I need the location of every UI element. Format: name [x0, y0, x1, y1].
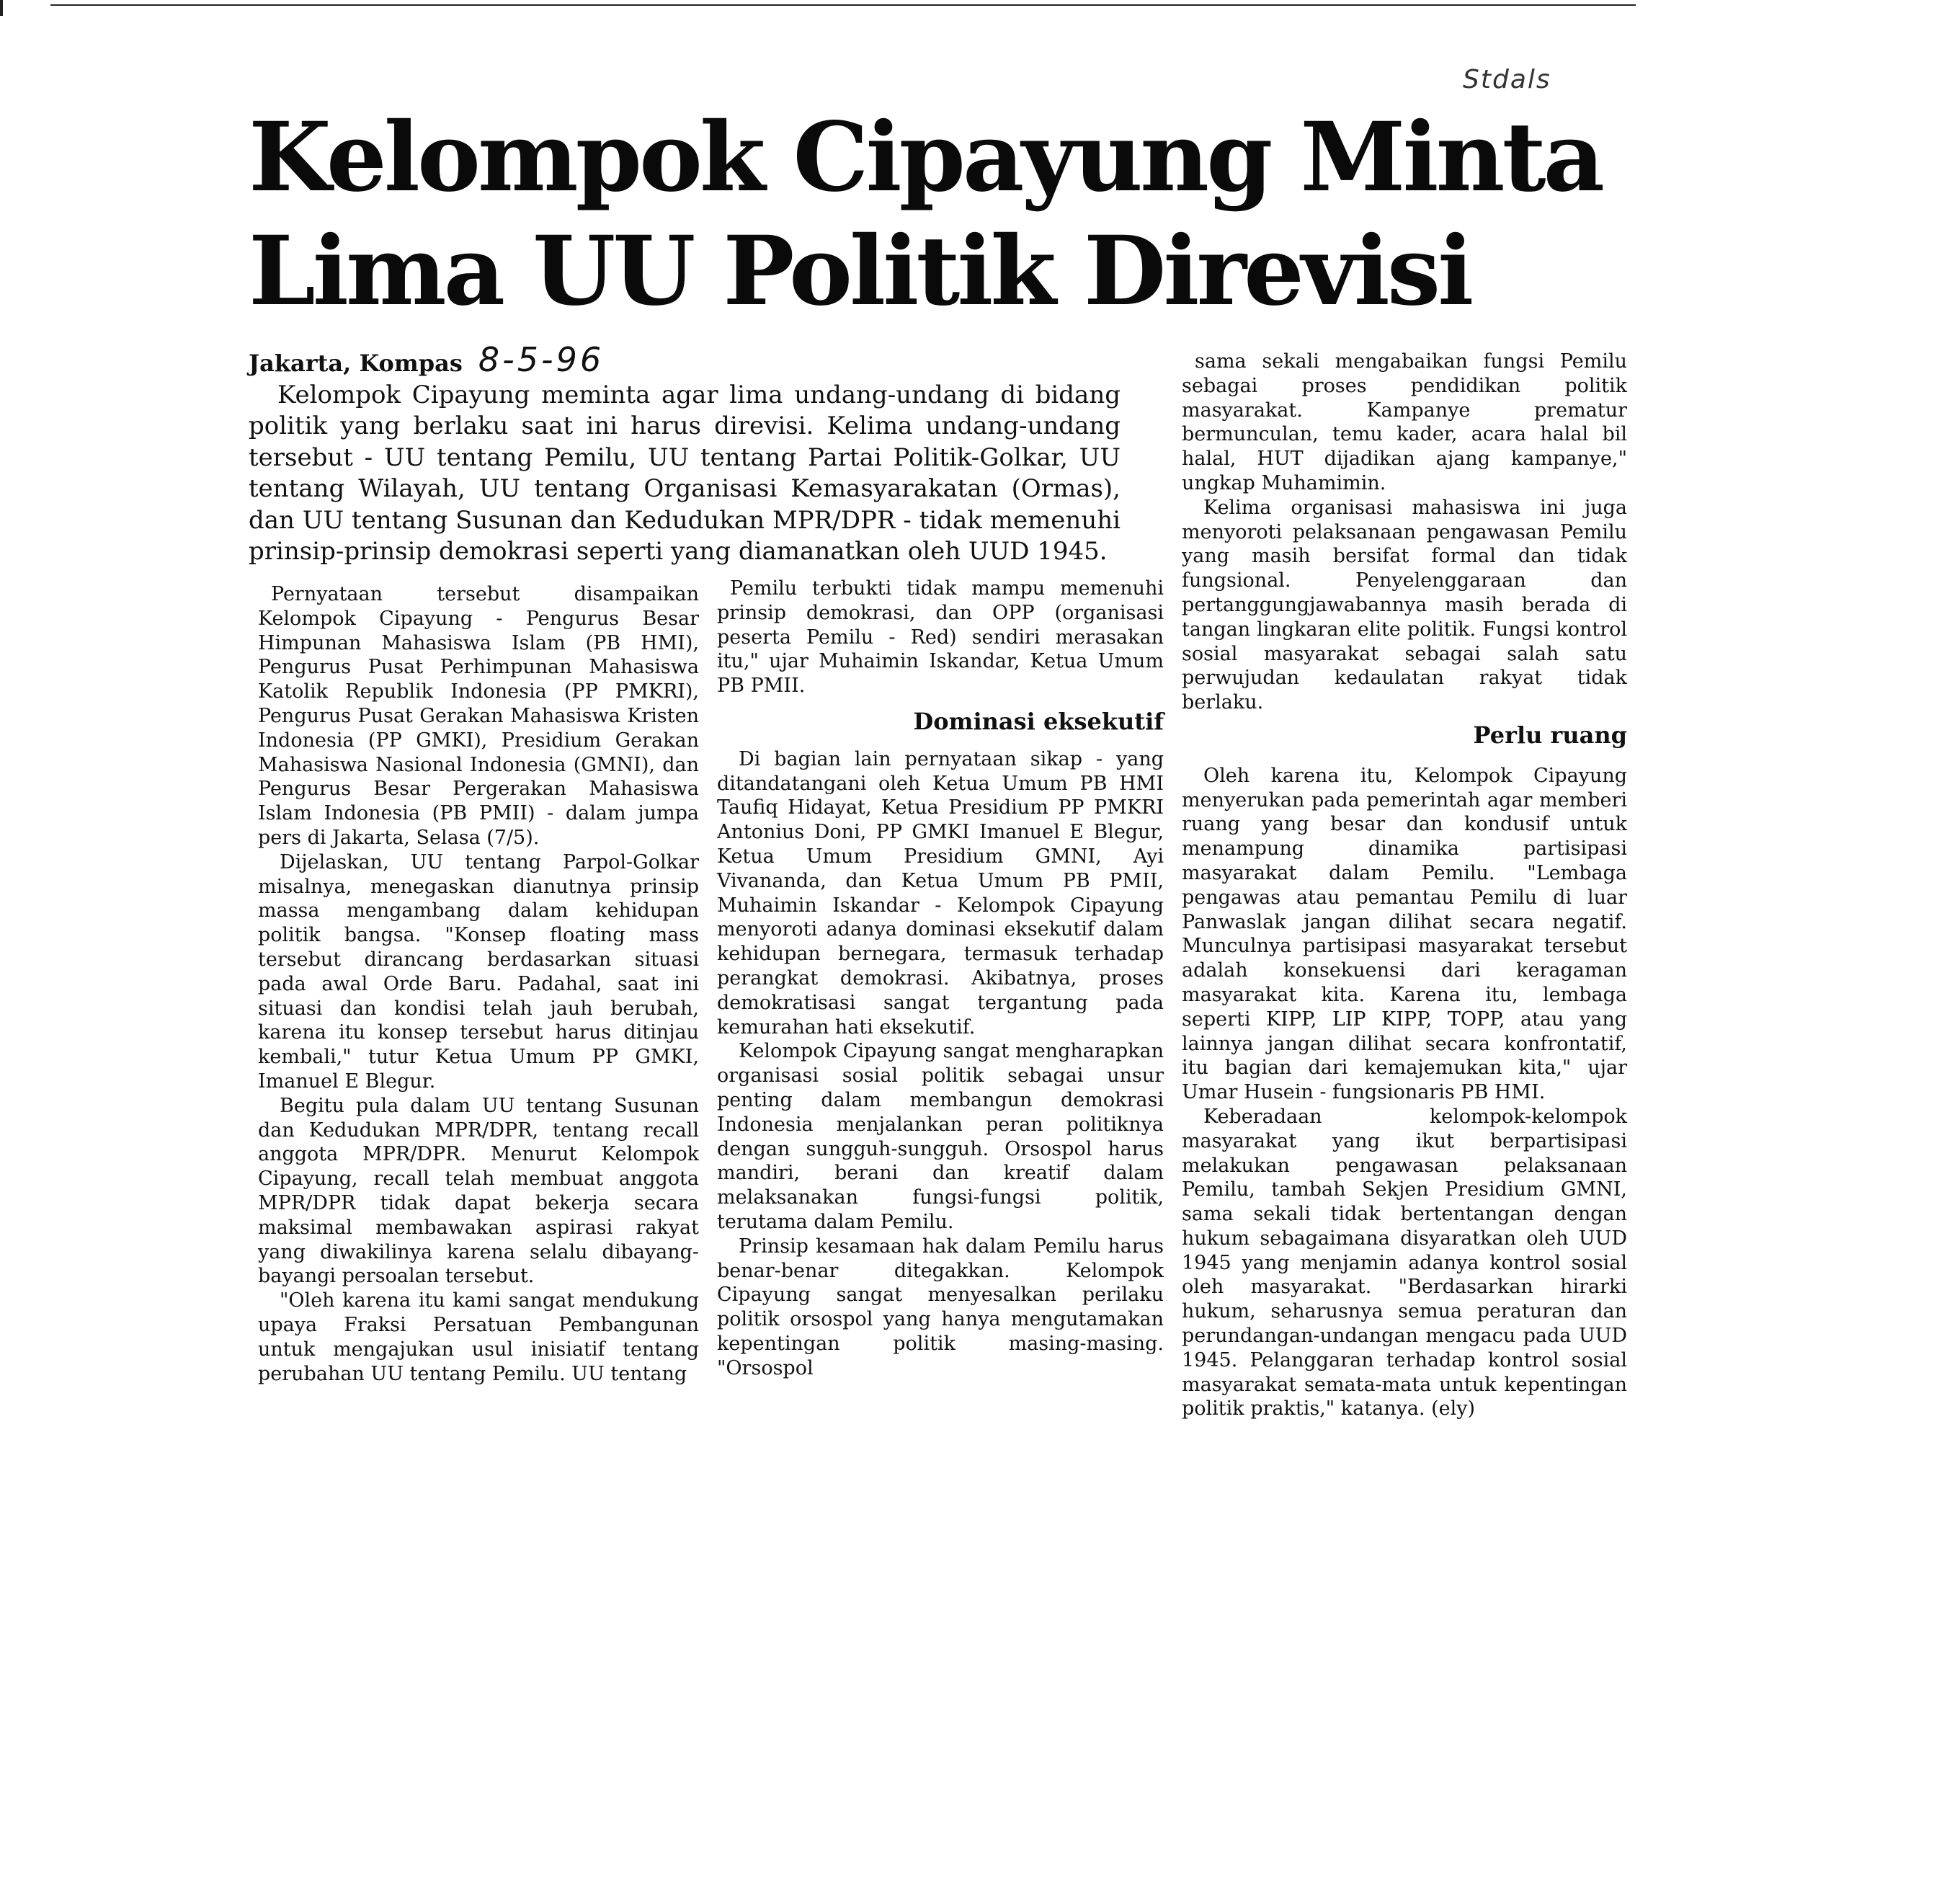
dateline: Jakarta, Kompas — [249, 350, 463, 377]
body-paragraph: Oleh karena itu, Kelompok Cipayung menyerukan pada pemerintah agar memberi ruang yang besar dan kondusif untuk menampung dinamika partisipasi masyarakat dalam Pemilu. "Lembaga pengawas atau pemantau Pemilu di luar Panwaslak jangan dilihat secara negatif. Munculnya partisipasi masyarakat tersebut adalah konsekuensi dari keragaman masyarakat kita. Karena itu, lembaga seperti KIPP, LIP KIPP, TOPP, atau yang lainnya jangan dilihat secara konfrontatif, itu bagian dari kemajemukan kita," ujar Umar Husein - fungsionaris PB HMI. — [1182, 764, 1627, 1104]
body-paragraph: Di bagian lain pernyataan sikap - yang ditandatangani oleh Ketua Umum PB HMI Taufiq Hidayat, Ketua Presidium PP PMKRI Antonius Doni, PP GMKI Imanuel E Blegur, Ketua Umum Presidium GMNI, Ayi Vivananda, dan Ketua Umum PB PMII, Muhaimin Iskandar - Kelompok Cipayung menyoroti adanya dominasi eksekutif dalam kehidupan bernegara, termasuk terhadap perangkat demokrasi. Akibatnya, proses demokratisasi sangat tergantung pada kemurahan hati eksekutif. — [717, 747, 1164, 1039]
headline: Kelompok Cipayung Minta Lima UU Politik Direvisi — [249, 102, 1603, 327]
body-paragraph: Kelompok Cipayung sangat mengharapkan organisasi sosial politik sebagai unsur penting dalam membangun demokrasi Indonesia menjalankan peran politiknya dengan sungguh-sungguh. Orsospol harus mandiri, berani dan kreatif dalam melaksanakan fungsi-fungsi politik, terutama dalam Pemilu. — [717, 1040, 1164, 1233]
body-paragraph: Dijelaskan, UU tentang Parpol-Golkar misalnya, menegaskan dianutnya prinsip massa mengambang dalam kehidupan politik bangsa. "Konsep floating mass tersebut dirancang berdasarkan situasi pada awal Orde Baru. Padahal, saat ini situasi dan kondisi telah jauh berubah, karena itu konsep tersebut harus ditinjau kembali," tutur Ketua Umum PP GMKI, Imanuel E Blegur. — [258, 850, 699, 1093]
top-rule — [50, 4, 1636, 6]
body-paragraph: Pemilu terbukti tidak mampu memenuhi prinsip demokrasi, dan OPP (organisasi peserta Pemilu - Red) sendiri merasakan itu," ujar Muhaimin Iskandar, Ketua Umum PB PMII. — [717, 577, 1164, 698]
body-paragraph: Pernyataan tersebut disampaikan Kelompok Cipayung - Pengurus Besar Himpunan Mahasiswa Islam (PB HMI), Pengurus Pusat Perhimpunan Mahasiswa Katolik Republik Indonesia (PP PMKRI), Pengurus Pusat Gerakan Mahasiswa Kristen Indonesia (PP GMKI), Presidium Gerakan Mahasiswa Nasional Indonesia (GMNI), dan Pengurus Besar Pergerakan Mahasiswa Islam Indonesia (PB PMII) - dalam jumpa pers di Jakarta, Selasa (7/5). — [258, 583, 699, 849]
column-3 — [1182, 350, 1627, 1421]
body-paragraph: Begitu pula dalam UU tentang Susunan dan Kedudukan MPR/DPR, tentang recall anggota MPR/DPR. Menurut Kelompok Cipayung, recall telah membuat anggota MPR/DPR tidak dapat bekerja secara maksimal membawakan aspirasi rakyat yang diwakilinya karena selalu dibayang-bayangi persoalan tersebut. — [258, 1094, 699, 1288]
lead-paragraph: Kelompok Cipayung meminta agar lima undang-undang di bidang politik yang berlaku saat ini harus direvisi. Kelima undang-undang tersebut - UU tentang Pemilu, UU tentang Partai Politik-Golkar, UU tentang Wilayah, UU tentang Organisasi Kemasyarakatan (Ormas), dan UU tentang Susunan dan Kedudukan MPR/DPR - tidak memenuhi prinsip-prinsip demokrasi seperti yang diamanatkan oleh UUD 1945. — [249, 380, 1121, 566]
subhead: Perlu ruang — [1473, 721, 1627, 749]
body-paragraph: "Oleh karena itu kami sangat mendukung upaya Fraksi Persatuan Pembangunan untuk mengajukan usul inisiatif tentang perubahan UU tentang Pemilu. UU tentang — [258, 1289, 699, 1385]
handwritten-margin-note: Stdals — [1463, 65, 1551, 94]
body-paragraph: Keberadaan kelompok-kelompok masyarakat yang ikut berpartisipasi melakukan pengawasan pelaksanaan Pemilu, tambah Sekjen Presidium GMNI, sama sekali tidak bertentangan dengan hukum sebagaimana disyaratkan oleh UUD 1945 yang menjamin adanya kontrol sosial oleh masyarakat. "Berdasarkan hirarki hukum, seharusnya semua peraturan dan perundangan-undangan mengacu pada UUD 1945. Pelanggaran terhadap kontrol sosial masyarakat semata-mata untuk kepentingan politik praktis," katanya. (ely) — [1182, 1105, 1627, 1420]
lead-block — [249, 340, 1121, 568]
column-2 — [717, 577, 1164, 1381]
handwritten-date: 8-5-96 — [478, 340, 605, 379]
body-paragraph: sama sekali mengabaikan fungsi Pemilu sebagai proses pendidikan politik masyarakat. Kampanye prematur bermunculan, temu kader, acara halal bil halal, HUT dijadikan ajang kampanye," ungkap Muhamimin. — [1182, 350, 1627, 494]
dateline-row — [249, 340, 1121, 380]
margin-tick — [0, 0, 3, 16]
body-paragraph: Kelima organisasi mahasiswa ini juga menyoroti pelaksanaan pengawasan Pemilu yang masih bersifat formal dan tidak fungsional. Penyelenggaraan dan pertanggungjawabannya masih berada di tangan lingkaran elite politik. Fungsi kontrol sosial masyarakat sebagai salah satu perwujudan kedaulatan rakyat tidak berlaku. — [1182, 496, 1627, 714]
subhead: Dominasi eksekutif — [913, 707, 1164, 735]
body-paragraph: Prinsip kesamaan hak dalam Pemilu harus benar-benar ditegakkan. Kelompok Cipayung sangat menyesalkan perilaku politik orsospol yang hanya mengutamakan kepentingan politik masing-masing. "Orsospol — [717, 1235, 1164, 1379]
column-1 — [258, 582, 699, 1386]
